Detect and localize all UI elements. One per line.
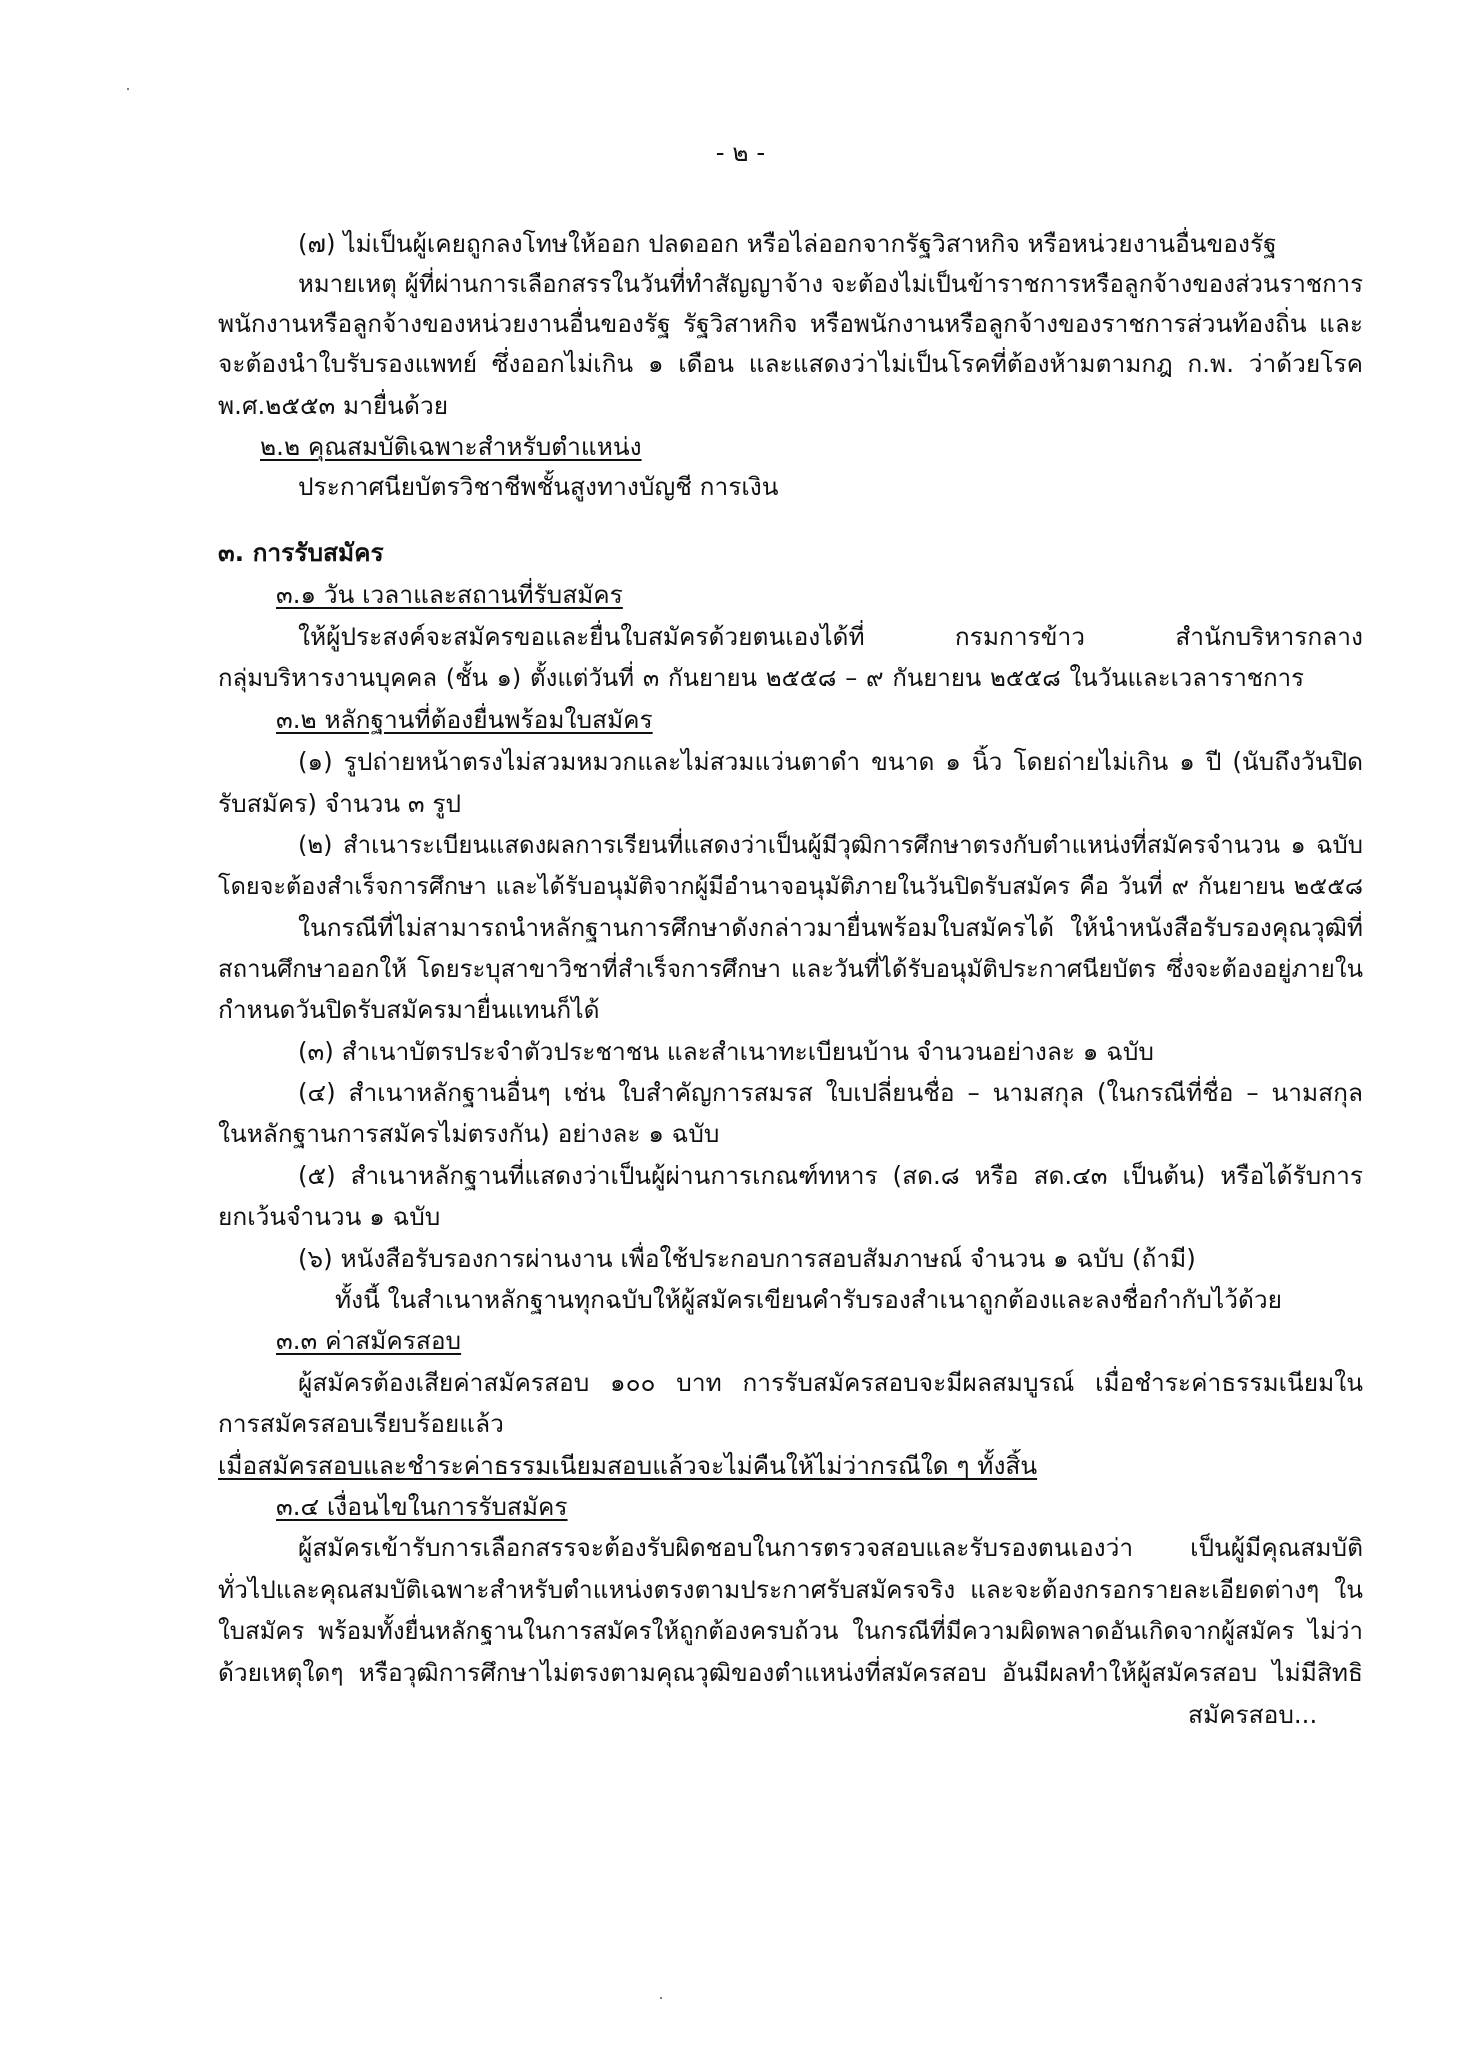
- text-line: (๑) รูปถ่ายหน้าตรงไม่สวมหมวกและไม่สวมแว่นตาดำ ขนาด ๑ นิ้ว โดยถ่ายไม่เกิน ๑ ปี (นับถึงวันปิด: [298, 747, 1363, 776]
- text-line: ในหลักฐานการสมัครไม่ตรงกัน) อย่างละ ๑ ฉบับ: [218, 1119, 720, 1148]
- section-heading: ๓.๓ ค่าสมัครสอบ: [276, 1326, 462, 1355]
- text-line: กลุ่มบริหารงานบุคคล (ชั้น ๑) ตั้งแต่วันที่ ๓ กันยายน ๒๕๕๘ – ๙ กันยายน ๒๕๕๘ ในวันและเวลาราชการ: [218, 664, 1304, 692]
- continuation-text: สมัครสอบ...: [1188, 1700, 1318, 1729]
- text-line: (๔) สำเนาหลักฐานอื่นๆ เช่น ใบสำคัญการสมรส ใบเปลี่ยนชื่อ – นามสกุล (ในกรณีที่ชื่อ – นามสกุล: [298, 1078, 1363, 1107]
- text-line: โดยจะต้องสำเร็จการศึกษา และได้รับอนุมัติจากผู้มีอำนาจอนุมัติภายในวันปิดรับสมัคร คือ วันที่ ๙ กันยายน ๒๕๕๘: [218, 872, 1363, 900]
- section-heading: ๓.๔ เงื่อนไขในการรับสมัคร: [276, 1492, 568, 1521]
- text-line: รับสมัคร) จำนวน ๓ รูป: [218, 789, 462, 818]
- scan-speck: [660, 1997, 662, 1999]
- text-line: ผู้สมัครต้องเสียค่าสมัครสอบ ๑๐๐ บาท การรับสมัครสอบจะมีผลสมบูรณ์ เมื่อชำระค่าธรรมเนียมใน: [298, 1368, 1363, 1397]
- text-line: ทั่วไปและคุณสมบัติเฉพาะสำหรับตำแหน่งตรงตามประกาศรับสมัครจริง และจะต้องกรอกรายละเอียดต่างๆ ใน: [218, 1575, 1363, 1604]
- text-line: (๒) สำเนาระเบียนแสดงผลการเรียนที่แสดงว่าเป็นผู้มีวุฒิการศึกษาตรงกับตำแหน่งที่สมัครจำนวน ๑ ฉบับ: [298, 831, 1363, 859]
- text-line: ผู้สมัครเข้ารับการเลือกสรรจะต้องรับผิดชอบในการตรวจสอบและรับรองตนเองว่า เป็นผู้มีคุณสมบัติ: [298, 1533, 1363, 1562]
- text-line: ใบสมัคร พร้อมทั้งยื่นหลักฐานในการสมัครให้ถูกต้องครบถ้วน ในกรณีที่มีความผิดพลาดอันเกิดจากผู้สมัคร ไม่ว่า: [218, 1617, 1363, 1645]
- section-heading: ๓.๒ หลักฐานที่ต้องยื่นพร้อมใบสมัคร: [276, 705, 653, 734]
- text-line: กำหนดวันปิดรับสมัครมายื่นแทนก็ได้: [218, 995, 600, 1024]
- text-line: (๓) สำเนาบัตรประจำตัวประชาชน และสำเนาทะเบียนบ้าน จำนวนอย่างละ ๑ ฉบับ: [298, 1037, 1154, 1066]
- text-line: ประกาศนียบัตรวิชาชีพชั้นสูงทางบัญชี การเงิน: [298, 472, 779, 501]
- text-line: การสมัครสอบเรียบร้อยแล้ว: [218, 1409, 504, 1438]
- page-number: - ๒ -: [715, 138, 766, 167]
- text-line: (๖) หนังสือรับรองการผ่านงาน เพื่อใช้ประกอบการสอบสัมภาษณ์ จำนวน ๑ ฉบับ (ถ้ามี): [298, 1244, 1196, 1273]
- text-line: ให้ผู้ประสงค์จะสมัครขอและยื่นใบสมัครด้วยตนเองได้ที่ กรมการข้าว สำนักบริหารกลาง: [298, 622, 1363, 651]
- text-line: พ.ศ.๒๕๕๓ มายื่นด้วย: [218, 391, 449, 420]
- text-line: (๗) ไม่เป็นผู้เคยถูกลงโทษให้ออก ปลดออก หรือไล่ออกจากรัฐวิสาหกิจ หรือหน่วยงานอื่นของรัฐ: [298, 229, 1277, 258]
- scan-speck: [127, 88, 129, 90]
- text-line: (๕) สำเนาหลักฐานที่แสดงว่าเป็นผู้ผ่านการเกณฑ์ทหาร (สด.๘ หรือ สด.๔๓ เป็นต้น) หรือได้รับการ: [298, 1161, 1363, 1190]
- notice-text: เมื่อสมัครสอบและชำระค่าธรรมเนียมสอบแล้วจะไม่คืนให้ไม่ว่ากรณีใด ๆ ทั้งสิ้น: [218, 1451, 1038, 1480]
- section-heading: ๒.๒ คุณสมบัติเฉพาะสำหรับตำแหน่ง: [260, 432, 642, 461]
- text-line: ด้วยเหตุใดๆ หรือวุฒิการศึกษาไม่ตรงตามคุณวุฒิของตำแหน่งที่สมัครสอบ อันมีผลทำให้ผู้สมัครสอบ ไม่มีสิทธิ: [218, 1658, 1363, 1687]
- text-line: ทั้งนี้ ในสำเนาหลักฐานทุกฉบับให้ผู้สมัครเขียนคำรับรองสำเนาถูกต้องและลงชื่อกำกับไว้ด้วย: [335, 1285, 1282, 1314]
- text-line: ในกรณีที่ไม่สามารถนำหลักฐานการศึกษาดังกล่าวมายื่นพร้อมใบสมัครได้ ให้นำหนังสือรับรองคุณวุฒิที่: [298, 913, 1363, 942]
- text-line: จะต้องนำใบรับรองแพทย์ ซึ่งออกไม่เกิน ๑ เดือน และแสดงว่าไม่เป็นโรคที่ต้องห้ามตามกฎ ก.พ. ว่าด้วยโรค: [218, 349, 1363, 378]
- text-line: หมายเหตุ ผู้ที่ผ่านการเลือกสรรในวันที่ทำสัญญาจ้าง จะต้องไม่เป็นข้าราชการหรือลูกจ้างของส่วนราชการ: [298, 270, 1363, 298]
- section-heading: ๓. การรับสมัคร: [218, 538, 384, 567]
- text-line: พนักงานหรือลูกจ้างของหน่วยงานอื่นของรัฐ รัฐวิสาหกิจ หรือพนักงานหรือลูกจ้างของราชการส่วนท้องถิ่น และ: [218, 309, 1363, 338]
- section-heading: ๓.๑ วัน เวลาและสถานที่รับสมัคร: [276, 580, 623, 609]
- text-line: สถานศึกษาออกให้ โดยระบุสาขาวิชาที่สำเร็จการศึกษา และวันที่ได้รับอนุมัติประกาศนียบัตร ซึ่งจะต้องอยู่ภายใน: [218, 955, 1363, 983]
- text-line: ยกเว้นจำนวน ๑ ฉบับ: [218, 1202, 441, 1231]
